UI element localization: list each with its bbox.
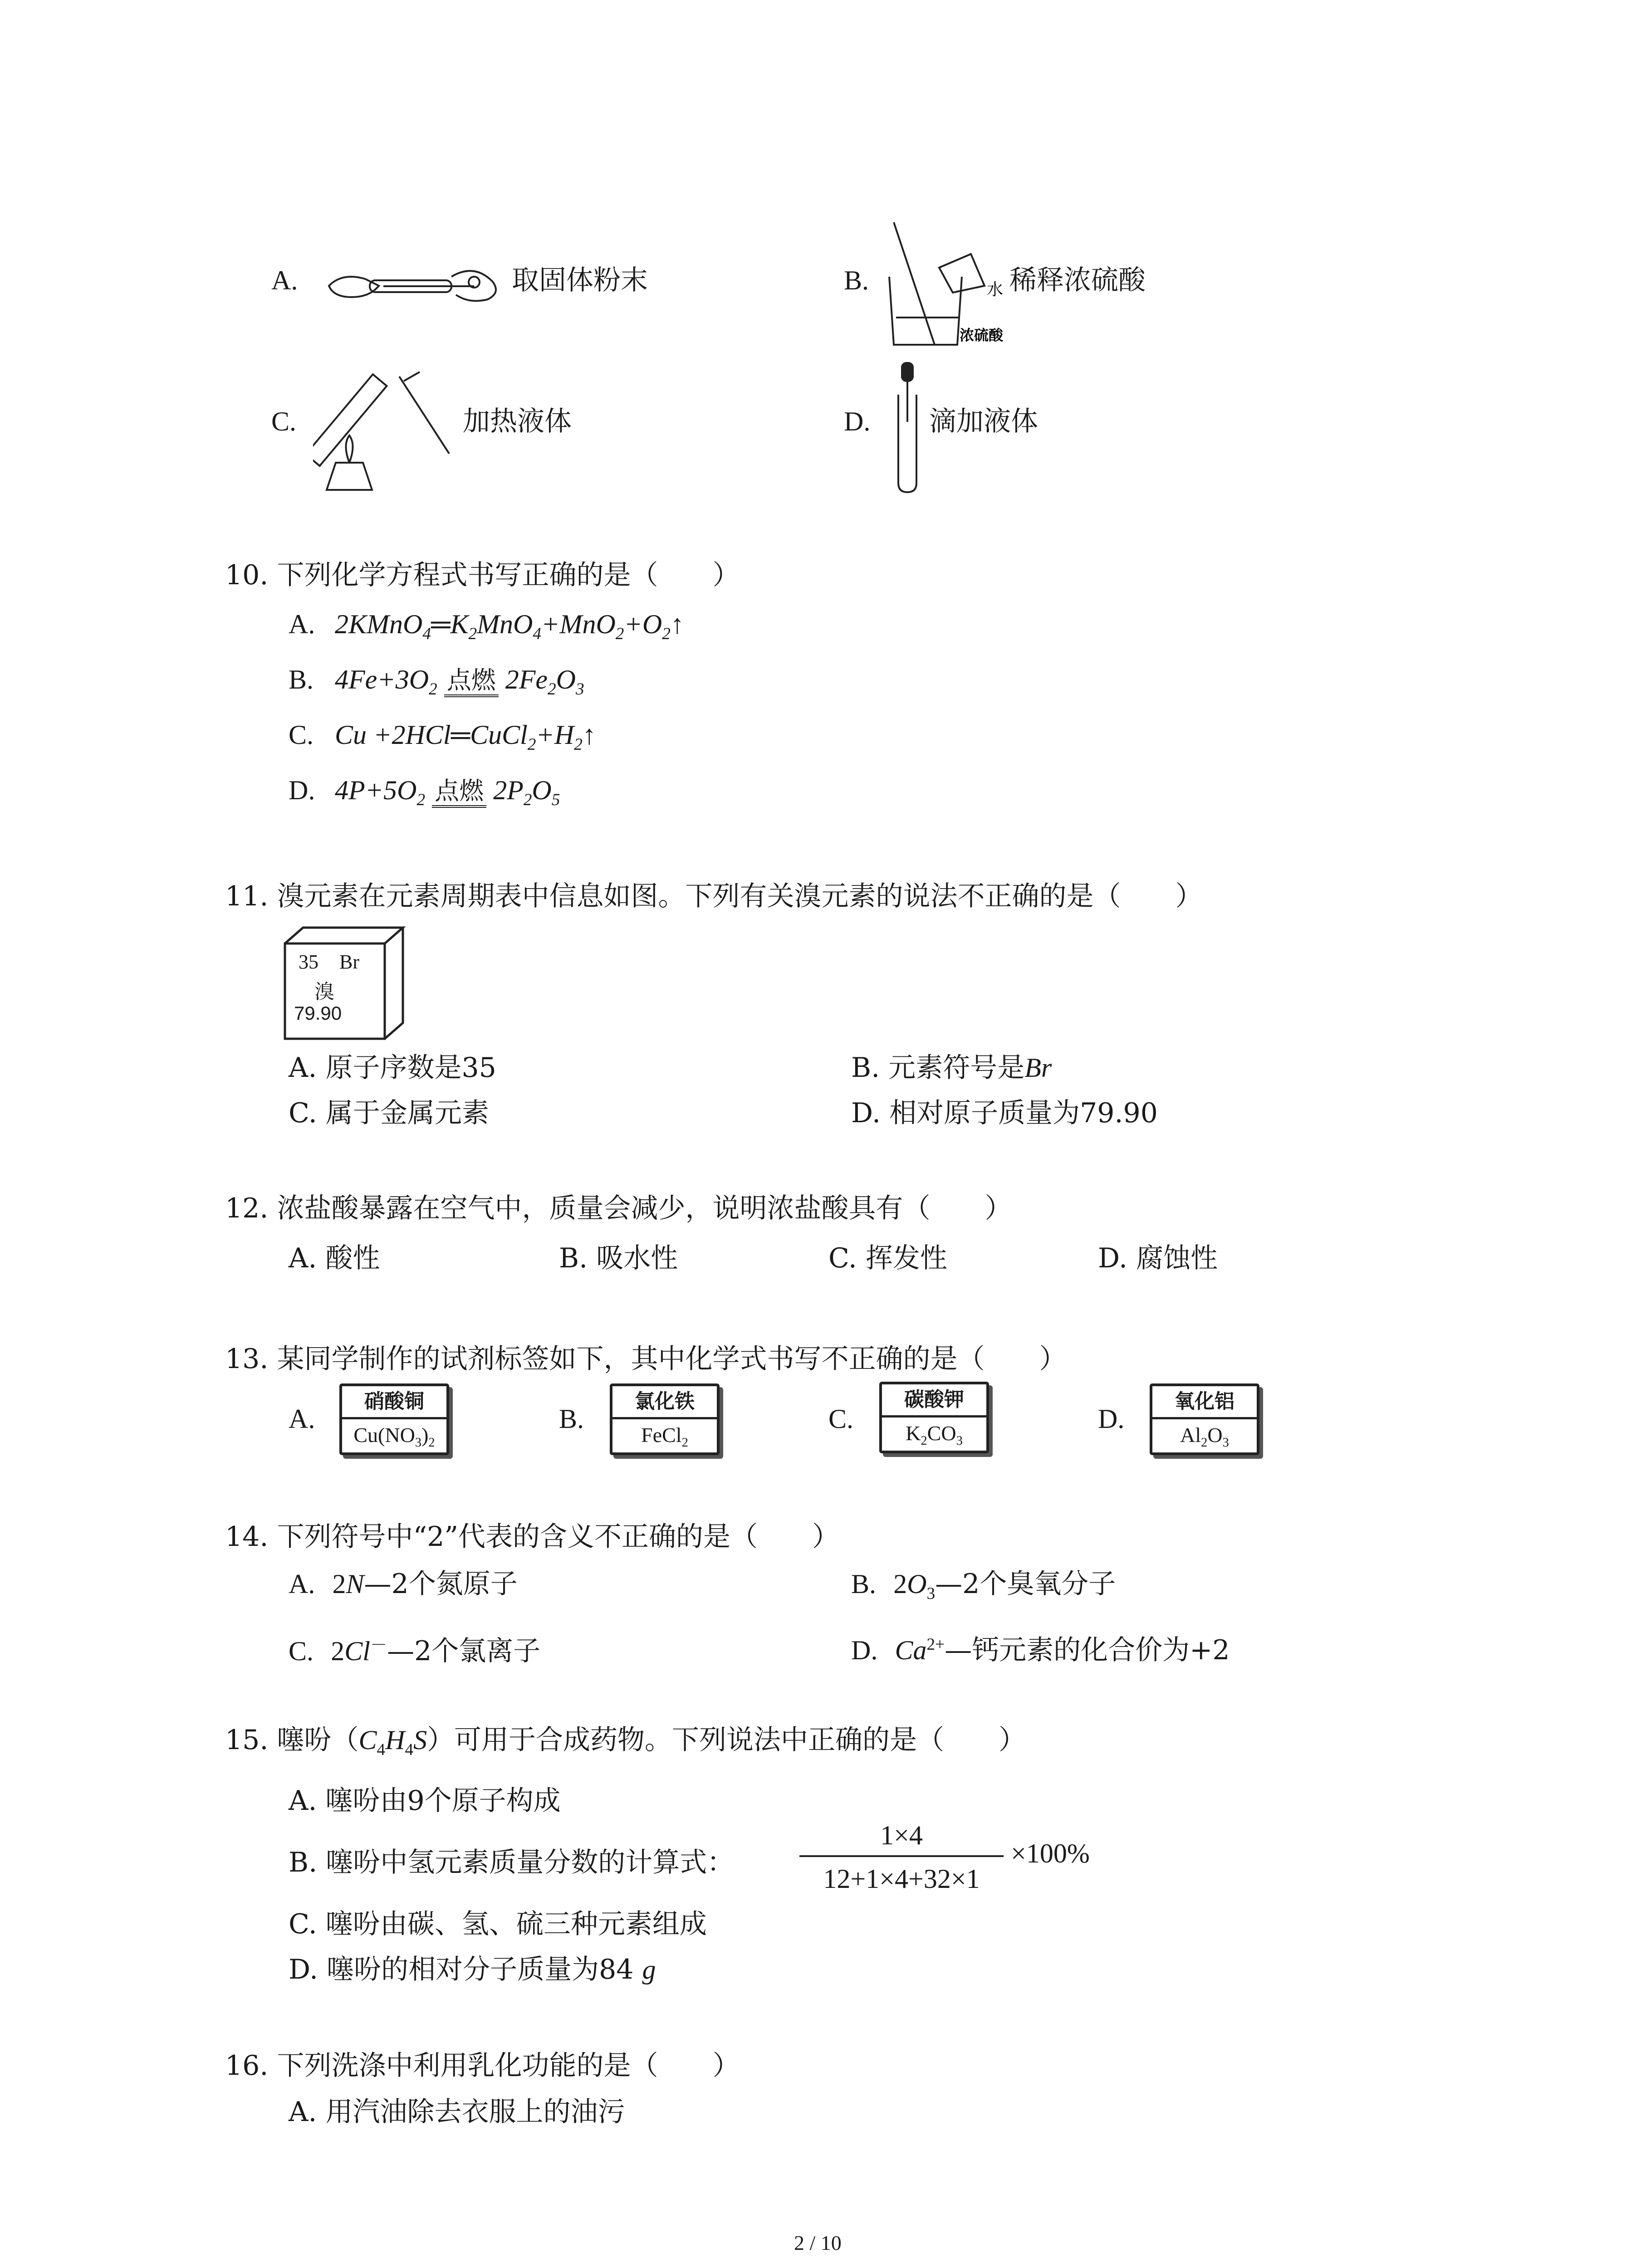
- q13-label-a-name: 硝酸铜: [342, 1386, 446, 1419]
- q13-label-c-name: 碳酸钾: [882, 1384, 986, 1418]
- q14-option-d: D. $Ca^{2+}—$钙元素的化合价为+2: [851, 1634, 1230, 1666]
- q9-b-dilute-figure: [885, 218, 1021, 354]
- q15-fraction-bar: [799, 1855, 1004, 1857]
- q14-option-c: C. 2Cl－—2个氯离子: [289, 1635, 541, 1667]
- q11-cell-number: 35: [299, 951, 318, 973]
- q11-option-c: C. 属于金属元素: [289, 1097, 489, 1129]
- q15-option-b: B. 噻吩中氢元素质量分数的计算式：: [289, 1847, 735, 1878]
- q10-option-b-equation: $4Fe+3O_2$ 点燃 $2Fe_2O_3$: [335, 665, 584, 699]
- q14-stem: 14. 下列符号中“2”代表的含义不正确的是（ ）: [225, 1521, 840, 1553]
- q13-label-d-formula: $Al_2O_3$: [1180, 1423, 1229, 1450]
- q10-option-d-letter: D.: [289, 775, 315, 805]
- q10-option-a-letter: A.: [289, 609, 315, 639]
- q9-d-dropper-figure: [889, 358, 926, 494]
- q10-option-a-equation: $2KMnO_4═K_2MnO_4+MnO_2+O_2↑$: [335, 609, 684, 643]
- q12-option-a: A. 酸性: [289, 1242, 380, 1274]
- q11-option-d: D. 相对原子质量为79.90: [851, 1097, 1158, 1129]
- q9-option-d-letter: D.: [844, 406, 871, 436]
- q13-stem: 13. 某同学制作的试剂标签如下，其中化学式书写不正确的是（ ）: [225, 1343, 1067, 1375]
- q10-b-condition: 点燃: [444, 666, 499, 697]
- q12-option-b: B. 吸水性: [559, 1242, 678, 1274]
- q9-option-b-text: 稀释浓硫酸: [1009, 264, 1146, 296]
- q13-label-b-name: 氯化铁: [612, 1386, 717, 1419]
- q15-denominator: 12+1×4+32×1: [823, 1864, 980, 1894]
- page-number: 2 / 10: [794, 2231, 842, 2254]
- q15-percent-tail: ×100%: [1011, 1838, 1090, 1868]
- q10-option-c-equation: $Cu +2HCl═CuCl_2+H_2↑$: [335, 720, 596, 754]
- q15-numerator: 1×4: [880, 1820, 923, 1850]
- q9-a-powder-figure: [324, 254, 506, 313]
- q13-label-a: [339, 1383, 449, 1455]
- q11-option-b: B. 元素符号是Br: [851, 1052, 1052, 1084]
- q13-label-d-name: 氧化铝: [1152, 1386, 1257, 1419]
- q15-option-c: C. 噻吩由碳、氢、硫三种元素组成: [289, 1908, 707, 1940]
- q9-option-d-text: 滴加液体: [929, 406, 1038, 437]
- q10-option-b-letter: B.: [289, 665, 314, 694]
- q11-bromine-cell: [280, 925, 407, 1043]
- q11-stem: 11. 溴元素在元素周期表中信息如图。下列有关溴元素的说法不正确的是（ ）: [225, 880, 1203, 912]
- q10-stem: 10. 下列化学方程式书写正确的是（ ）: [225, 559, 740, 591]
- q11-option-a: A. 原子序数是35: [289, 1052, 496, 1084]
- q13-label-d: [1150, 1383, 1259, 1455]
- q13-label-b: [610, 1383, 720, 1455]
- q13-label-c-formula: $K_2CO_3$: [906, 1422, 963, 1448]
- q15-option-d: D. 噻吩的相对分子质量为84 g: [289, 1954, 656, 1985]
- q16-stem: 16. 下列洗涤中利用乳化功能的是（ ）: [225, 2050, 740, 2082]
- q15-stem: 15. 噻吩$(C_4H_4S)$可用于合成药物。下列说法中正确的是（ ）: [225, 1724, 1026, 1759]
- q11-cell-symbol: Br: [339, 951, 359, 973]
- q9-option-b-letter: B.: [844, 265, 869, 295]
- q12-option-c: C. 挥发性: [828, 1242, 947, 1274]
- q9-b-water-label: 水: [987, 280, 1004, 299]
- q9-b-acid-label: 浓硫酸: [960, 327, 1004, 344]
- q12-option-d: D. 腐蚀性: [1098, 1242, 1218, 1274]
- q9-c-heating-figure: [313, 354, 458, 499]
- q10-option-c-letter: C.: [289, 720, 314, 750]
- q11-cell-name: 溴: [314, 980, 334, 1003]
- q9-option-c-letter: C.: [271, 406, 297, 436]
- q12-stem: 12. 浓盐酸暴露在空气中，质量会减少，说明浓盐酸具有（ ）: [225, 1193, 1012, 1224]
- q14-option-a: A. 2N—2个氮原子: [289, 1568, 518, 1600]
- q13-label-a-formula: $Cu(NO_3)_2$: [353, 1423, 435, 1450]
- q15-fraction: [795, 1819, 1008, 1910]
- q14-option-b: B. $2O_3—2$个臭氧分子: [851, 1568, 1116, 1603]
- q9-option-a-text: 取固体粉末: [512, 264, 648, 296]
- q13-option-c-letter: C.: [828, 1404, 854, 1434]
- q9-option-c-text: 加热液体: [463, 406, 572, 437]
- q11-cell-mass: 79.90: [294, 1002, 342, 1024]
- q13-label-c: [879, 1382, 989, 1453]
- q13-label-b-formula: FeCl$_2$: [641, 1423, 688, 1450]
- q13-option-b-letter: B.: [559, 1404, 584, 1434]
- q10-d-condition: 点燃: [432, 777, 486, 808]
- q13-option-d-letter: D.: [1098, 1404, 1125, 1434]
- q16-option-a: A. 用汽油除去衣服上的油污: [289, 2096, 625, 2128]
- q13-option-a-letter: A.: [289, 1404, 315, 1434]
- q15-option-a: A. 噻吩由9个原子构成: [289, 1785, 561, 1817]
- q10-option-d-equation: $4P+5O_2$ 点燃 $2P_2O_5$: [335, 775, 560, 809]
- q9-option-a-letter: A.: [271, 265, 298, 295]
